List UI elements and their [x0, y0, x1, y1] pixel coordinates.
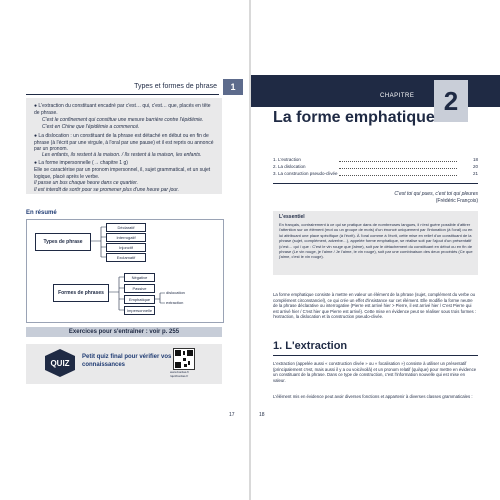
resume-mindmap: [26, 219, 224, 323]
mindmap-leaf-interrogatif: Interrogatif: [106, 233, 146, 242]
chapter-label: CHAPITRE: [380, 93, 415, 99]
example-3: Les enfants, ils restent à la maison. / Ils restent à la maison, les enfants.: [42, 152, 202, 158]
mindmap-leaf-emphatique: Emphatique: [124, 295, 155, 304]
exercices-banner[interactable]: Exercices pour s'entraîner : voir p. 255: [26, 327, 222, 337]
mindmap-leaf-passive: Passive: [124, 284, 155, 293]
toc-row-3[interactable]: 3. La construction pseudo-clivée 21: [273, 171, 478, 176]
example-4: Il passe un bus chaque heure dans ce quartier.: [34, 180, 139, 186]
mindmap-leaf-impersonnelle: Impersonnelle: [124, 306, 155, 315]
example-1: C'est le confinement qui constitue une mesure barrière contre l'épidémie.: [42, 117, 204, 123]
right-page: [251, 0, 500, 500]
impersonnelle-definition: Elle se caractérise par un pronom impersonnel, il, sujet grammatical, et un sujet logique, placé après le verbe.: [34, 167, 211, 180]
mindmap-types-de-phrase: Types de phrase: [35, 233, 91, 251]
resume-title: En résumé: [26, 210, 57, 216]
quiz-text: Petit quiz final pour vérifier vos connaissances: [82, 354, 172, 368]
extraction-paragraph: L'extraction (appelée aussi « construction clivée » ou « focalisation ») consiste à utiliser un présentatif (principalement c'est, mais aussi il y a ou voici/voilà) et un pronom relatif (qui/que) pour mettre en évidence un constituant de la phrase. Dans ce type de construction, c'est l'information nouvelle qui est mise en valeur.: [273, 361, 477, 383]
mindmap-formes-de-phrases: Formes de phrases: [53, 284, 109, 302]
quiz-badge-icon[interactable]: [44, 348, 76, 378]
mindmap-leaf-exclamatif: Exclamatif: [106, 253, 146, 262]
bullet-impersonnelle: ● La forme impersonnelle (→ chapitre 1 g): [34, 160, 128, 166]
mindmap-sub-dislocation: dislocation: [166, 290, 185, 295]
essentiel-title: L'essentiel: [279, 214, 305, 220]
mindmap-leaf-injonctif: Injonctif: [106, 243, 146, 252]
qr-caption: www.bordas.fr /quizbordas.fr: [170, 370, 190, 378]
epigraph-author: (Frédéric François): [435, 198, 478, 204]
left-page: [0, 0, 249, 500]
chapter-number: 2: [434, 80, 468, 122]
header-rule: [26, 94, 219, 95]
example-2: C'est en Chine que l'épidémie a commencé.: [42, 124, 140, 130]
bullet-dislocation: ● La dislocation : un constituant de la phrase est détaché en début ou en fin de phrase (à l'écrit par une virgule, à l'oral par une pause) et il est repris ou annoncé par un pronom.: [34, 133, 214, 152]
running-header-title: Types et formes de phrase: [134, 83, 217, 90]
chapter-title: La forme emphatique: [273, 109, 435, 126]
chapter-number-tab: 1: [223, 79, 243, 95]
toc-row-1[interactable]: 1. L'extraction 18: [273, 157, 478, 162]
quiz-badge-label: QUIZ: [50, 359, 70, 368]
mindmap-leaf-negative: Négative: [124, 273, 155, 282]
section-title-extraction: 1. L'extraction: [273, 340, 348, 352]
example-5: Il est interdit de sortir pour se promener plus d'une heure par jour.: [34, 187, 180, 193]
epigraph-quote: C'est toi qui pues, c'est toi qui pleures: [394, 191, 478, 197]
bullet-extraction: ● L'extraction du constituant encadré par c'est… qui, c'est… que, placés en tête de phrase.: [34, 103, 211, 116]
page-number-left: 17: [229, 412, 235, 418]
page-number-right: 18: [259, 412, 265, 418]
mindmap-leaf-declaratif: Déclaratif: [106, 223, 146, 232]
section-rule: [273, 355, 478, 356]
toc-row-2[interactable]: 2. La dislocation 20: [273, 164, 478, 169]
extraction-paragraph-2: L'élément mis en évidence peut avoir diverses fonctions et appartenir à diverses classes grammaticales :: [273, 394, 473, 399]
intro-paragraph: La forme emphatique consiste à mettre en valeur un élément de la phrase (sujet, complément du verbe ou complément circonstanciel), ce qui crée un effet d'insistance sur cet élément. Elle modifie la forme neutre de la phrase déclarative ou interrogative (Pierre est arrivé hier > Pierre, il est arrivé hier / C'est Pierre qui est arrivé hier / C'est hier que Pierre est arrivé). Cette mise en évidence peut se réaliser sous trois formes : l'extraction, la dislocation et la construction pseudo-clivée.: [273, 292, 477, 320]
qr-code-icon[interactable]: [173, 348, 195, 370]
essentiel-text: En français, contrairement à ce qui se pratique dans de nombreuses langues, il n'est guère possible d'attirer l'attention sur un élément (mot ou un groupe de mots) d'un énoncé uniquement par l'intonation (à l'oral) ou en lui attribuant une place spécifique (à l'écrit). À l'oral comme à l'écrit, cette mise en relief d'un constituant de la phrase (sujet, complément, adverbe…), appelée forme emphatique, se réalise soit par l'ajout d'un présentatif (c'est… qui / que : C'est le vin rouge que j'aime), soit par le détachement du constituant en début ou en fin de phrase (Le vin rouge, je l'aime / Je l'aime, le vin rouge), soit par une combinaison des deux procédés (Ce que j'aime, c'est le vin rouge).: [279, 222, 473, 260]
mindmap-sub-extraction: extraction: [166, 300, 184, 305]
toc-rule: [273, 183, 478, 184]
